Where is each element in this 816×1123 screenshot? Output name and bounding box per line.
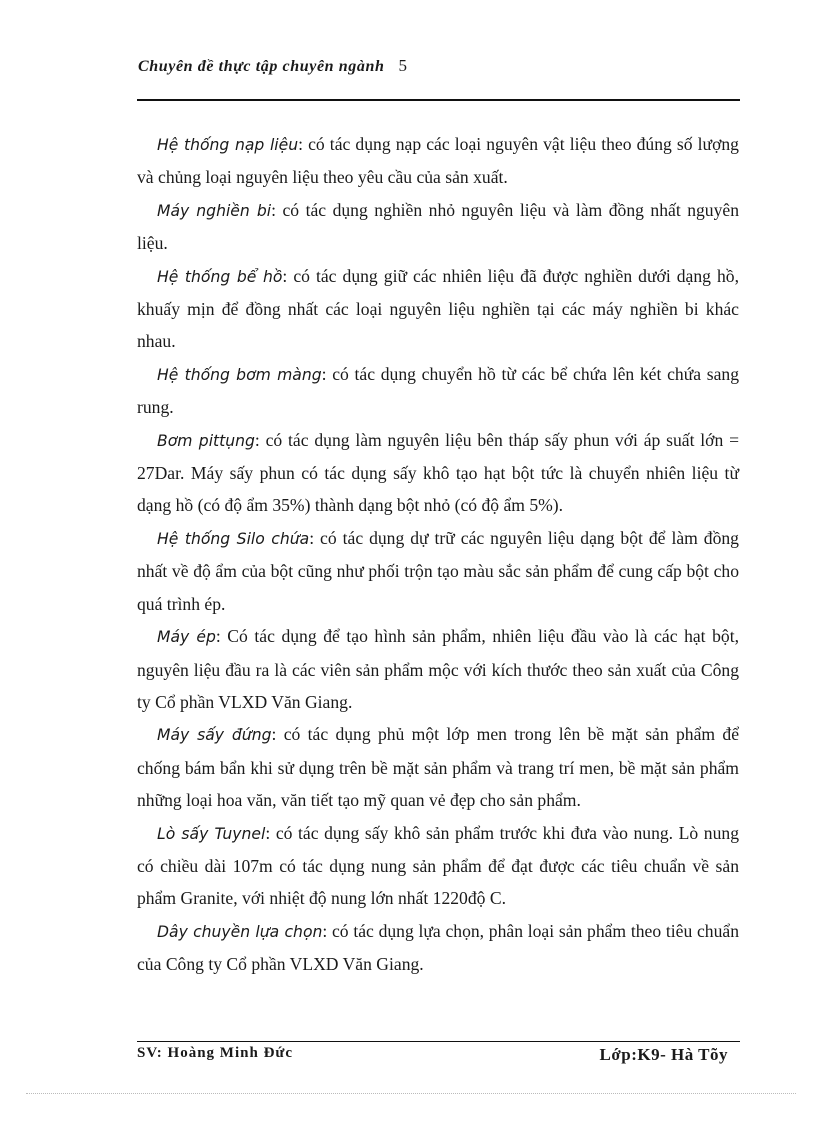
page-header bbox=[138, 56, 740, 86]
paragraph-term: Lò sấy Tuynel bbox=[157, 824, 266, 843]
paragraph bbox=[137, 620, 739, 718]
paragraph-term: Máy sấy đứng bbox=[157, 726, 272, 745]
header-divider bbox=[137, 99, 740, 101]
paragraph-term: Bơm pittụng bbox=[157, 431, 255, 450]
paragraph-text: : có tác dụng chuyển hồ từ các bể chứa lên két chứa sang rung. bbox=[137, 363, 739, 418]
paragraph-text: : có tác dụng lựa chọn, phân loại sản phẩm theo tiêu chuẩn của Công ty Cổ phần VLXD Văn Giang. bbox=[137, 920, 740, 975]
paragraph-text: : có tác dụng làm nguyên liệu bên tháp sấy phun với áp suất lớn = 27Dar. Máy sấy phun có tác dụng sấy khô tạo hạt bột tức là chuyển nhiên liệu từ dạng hồ (có độ ẩm 35%) thành dạng bột nhỏ (có độ ẩm 5%). bbox=[137, 429, 739, 516]
paragraph bbox=[137, 128, 739, 194]
paragraph-text: : có tác dụng nạp các loại nguyên vật liệu theo đúng số lượng và chủng loại nguyên liệu theo yêu cầu của sản xuất. bbox=[137, 134, 739, 188]
paragraph-term: Máy ép bbox=[157, 628, 216, 647]
paragraph-text: : có tác dụng dự trữ các nguyên liệu dạng bột để làm đồng nhất về độ ẩm của bột cũng như phối trộn tạo màu sắc sản phẩm để cung cấp bột cho quá trình ép. bbox=[137, 527, 739, 614]
paragraph bbox=[137, 817, 739, 915]
paragraph bbox=[137, 358, 739, 424]
paragraph-term: Hệ thống bể hồ bbox=[157, 267, 283, 286]
paragraph bbox=[137, 915, 739, 981]
header-title: Chuyên đề thực tập chuyên ngành bbox=[138, 58, 385, 75]
paragraph bbox=[137, 424, 739, 522]
paragraph-text: : có tác dụng giữ các nhiên liệu đã được nghiền dưới dạng hồ, khuấy mịn để đồng nhất các loại nguyên liệu nghiền tại các máy nghiền bi khác nhau. bbox=[137, 265, 739, 352]
paragraph bbox=[137, 522, 739, 620]
paragraph bbox=[137, 194, 739, 260]
paragraph-text: : có tác dụng nghiền nhỏ nguyên liệu và làm đồng nhất nguyên liệu. bbox=[137, 199, 740, 254]
paragraph-term: Hệ thống Silo chứa bbox=[157, 529, 310, 548]
paragraph-term: Hệ thống bơm màng bbox=[157, 365, 322, 384]
footer-student: SV: Hoàng Minh Đức bbox=[137, 1045, 294, 1061]
paragraph bbox=[137, 260, 739, 358]
paragraph bbox=[137, 718, 739, 816]
paragraph-term: Máy nghiền bi bbox=[157, 201, 272, 220]
paragraph-text: : có tác dụng phủ một lớp men trong lên bề mặt sản phẩm để chống bám bẩn khi sử dụng trên bề mặt sản phẩm và trang trí men, bề mặt sản phẩm những loại hoa văn, văn tiết tạo mỹ quan vẻ đẹp cho sản phẩm. bbox=[137, 724, 740, 811]
document-body bbox=[137, 128, 739, 981]
paragraph-term: Dây chuyền lựa chọn bbox=[157, 922, 323, 941]
footer-divider bbox=[137, 1041, 740, 1042]
paragraph-term: Hệ thống nạp liệu bbox=[157, 136, 299, 154]
footer-class: Lớp:K9- Hà Tõy bbox=[599, 1045, 728, 1064]
page-number: 5 bbox=[398, 56, 407, 75]
page-bottom-border bbox=[26, 1093, 796, 1094]
paragraph-text: : có tác dụng sấy khô sản phẩm trước khi đưa vào nung. Lò nung có chiều dài 107m có tác dụng nung sản phẩm để đạt được các tiêu chuẩn về sản phẩm Granite, với nhiệt độ nung lớn nhất 1220độ C. bbox=[137, 822, 739, 909]
paragraph-text: : Có tác dụng để tạo hình sản phẩm, nhiên liệu đầu vào là các hạt bột, nguyên liệu đầu ra là các viên sản phẩm mộc với kích thước theo sản xuất của Công ty Cổ phần VLXD Văn Giang. bbox=[137, 626, 739, 712]
